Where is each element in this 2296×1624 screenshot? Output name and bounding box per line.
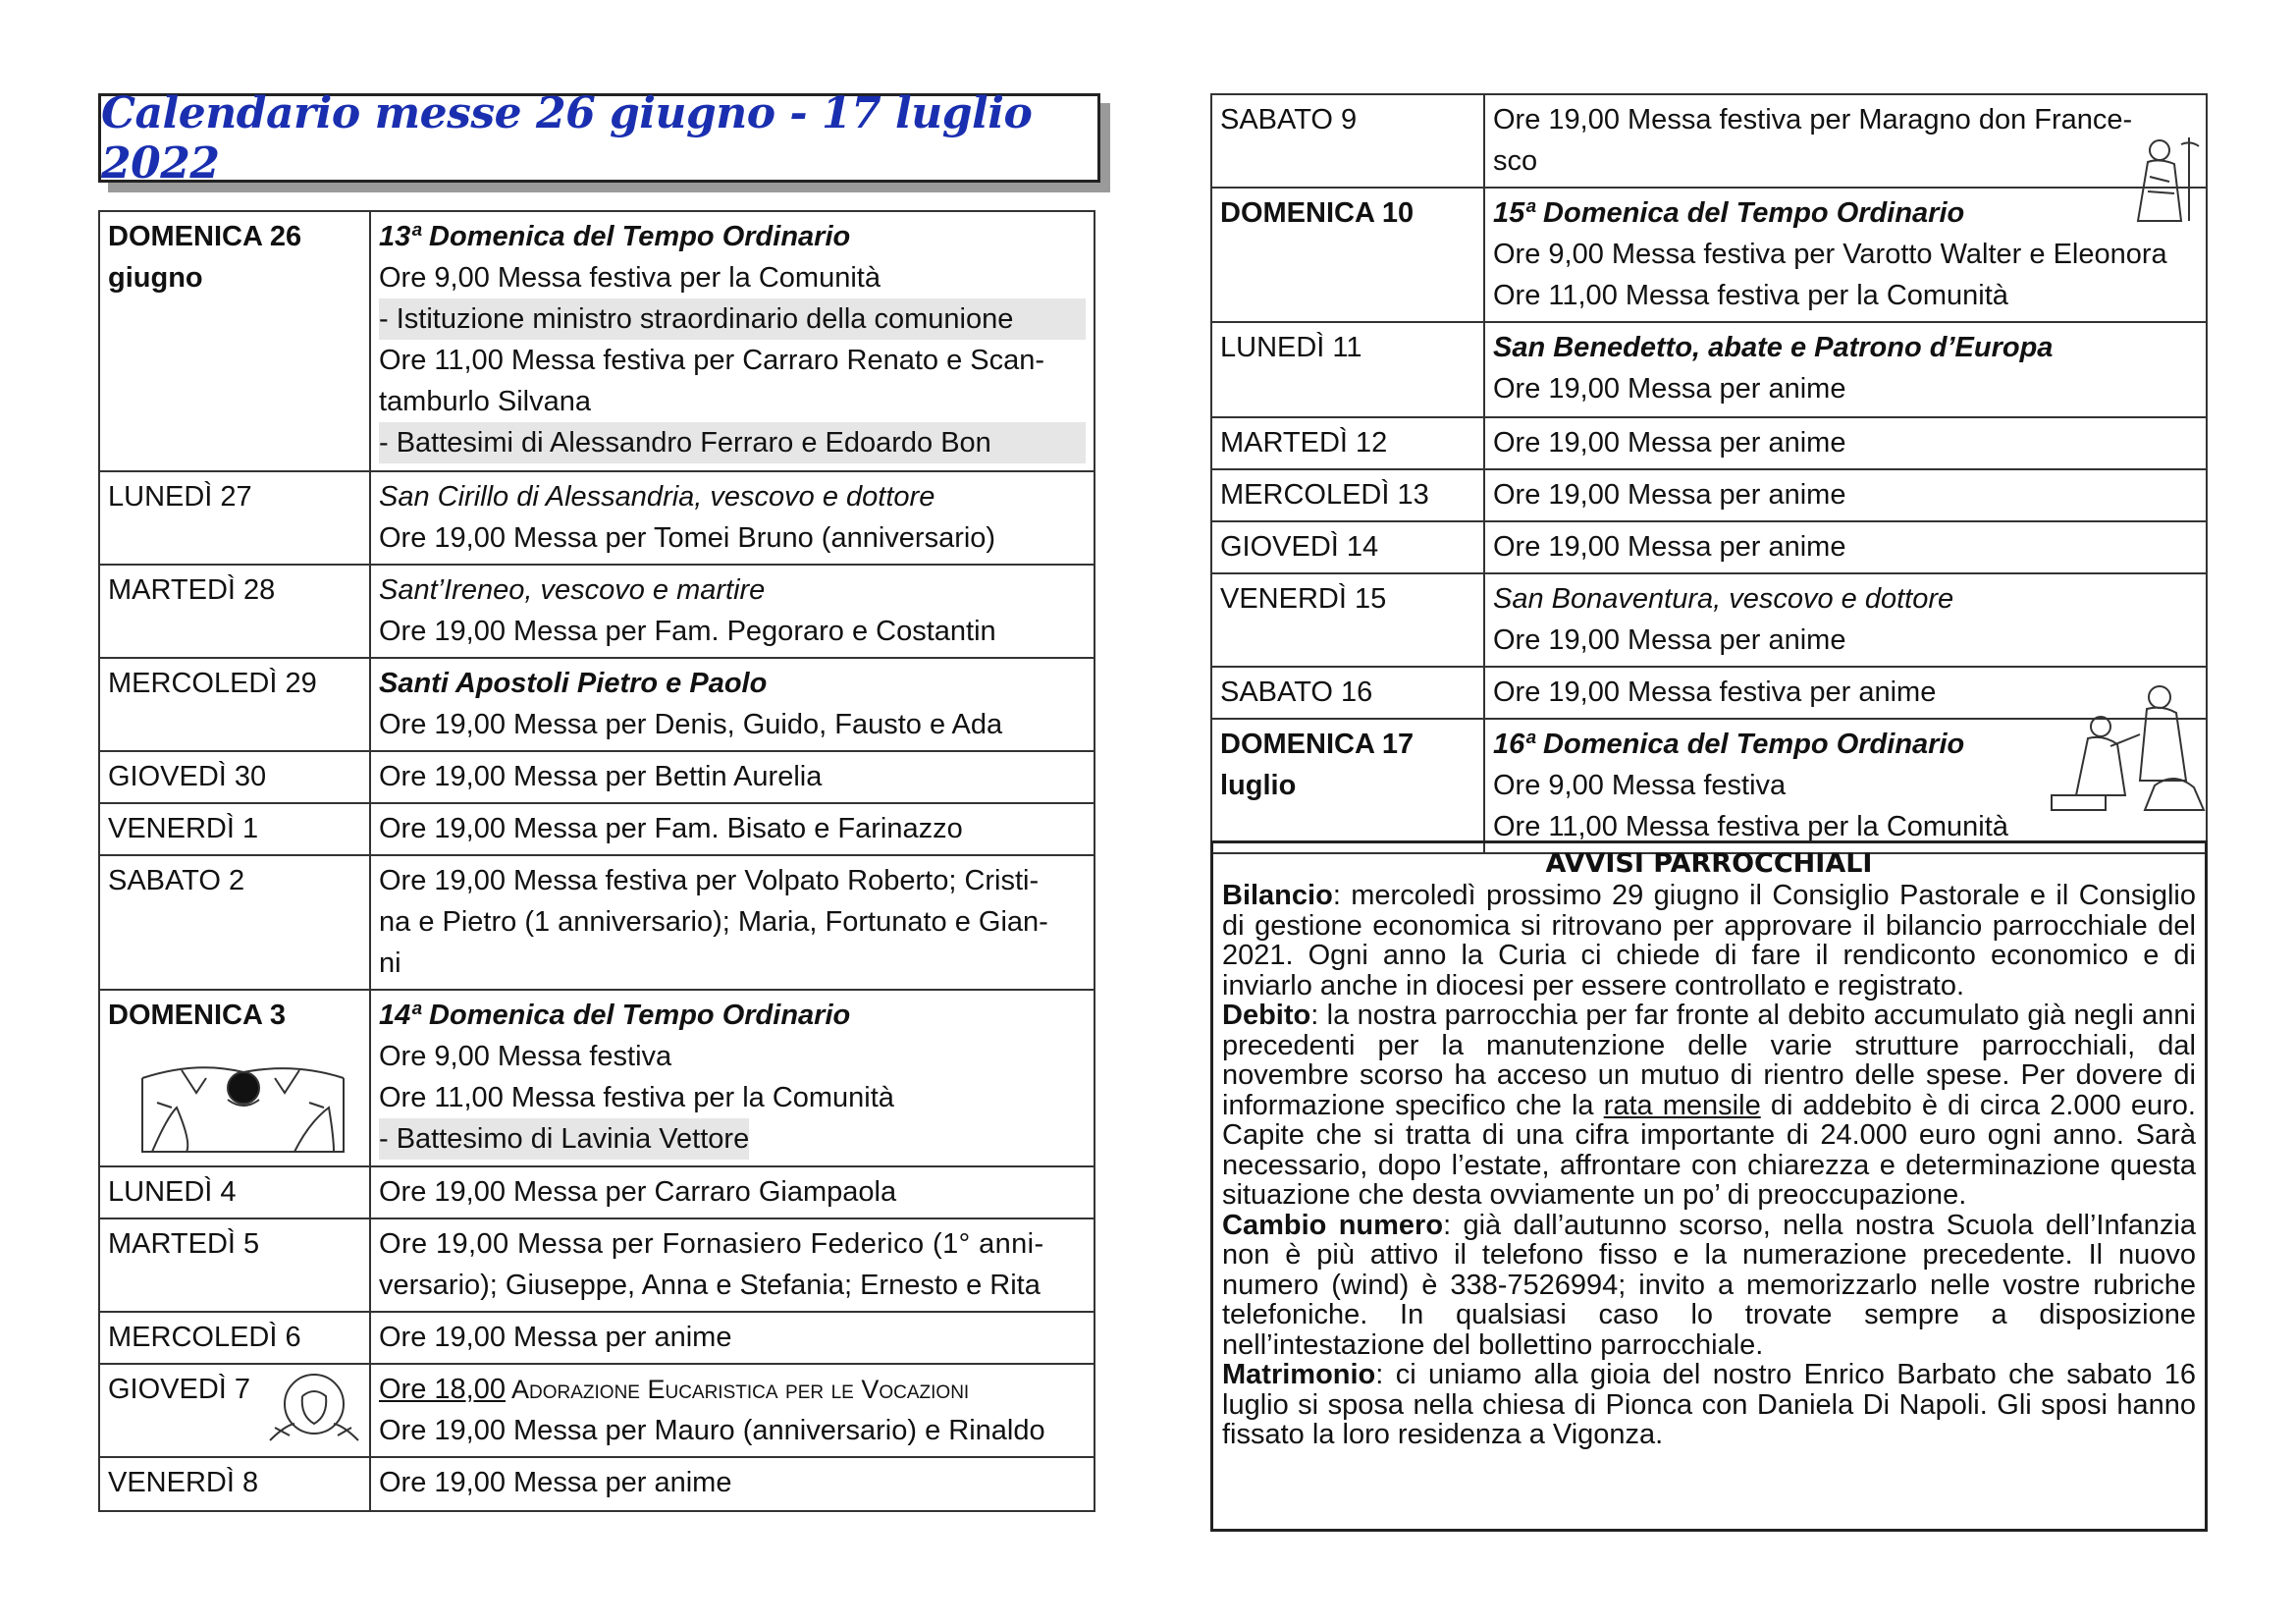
events-cell xyxy=(1484,322,2207,417)
mass-line: Ore 9,00 Messa festiva per la Comunità xyxy=(379,262,881,294)
mass-line-continued: ni xyxy=(379,947,401,979)
day-cell: MARTEDÌ 5 xyxy=(99,1218,370,1312)
mass-line: Ore 19,00 Messa per Denis, Guido, Fausto e Ada xyxy=(379,709,1003,740)
saint-line: San Cirillo di Alessandria, vescovo e dottore xyxy=(379,481,935,513)
mass-line: Ore 19,00 Messa per anime xyxy=(1493,479,1846,511)
calendar-title-box xyxy=(98,87,1100,189)
events-cell xyxy=(370,1364,1095,1457)
mass-line: Ore 19,00 Messa festiva per Volpato Roberto; Cristi- xyxy=(379,865,1040,896)
day-cell: MERCOLEDÌ 13 xyxy=(1211,469,1484,521)
saint-line: San Bonaventura, vescovo e dottore xyxy=(1493,583,1954,615)
day-cell: MERCOLEDÌ 29 xyxy=(99,658,370,751)
notice-label: Bilancio xyxy=(1222,880,1333,911)
table-row xyxy=(1211,521,2207,573)
table-row xyxy=(1211,188,2207,322)
day-cell: MERCOLEDÌ 6 xyxy=(99,1312,370,1364)
notice-text: : mercoledì prossimo 29 giugno il Consiglio Pastorale e il Consiglio di gestione economica si ritrovano per approvare il bilancio parrocchiale del 2021. Ogni anno la Curia ci chiede di fare il rendiconto economico e di inviarlo anche in diocesi per essere controllato e registrato. xyxy=(1222,880,2196,1001)
notice-text: : la nostra parrocchia per far fronte al debito accumulato già negli anni precedenti per la manutenzione delle varie strutture parrocchiali, dal novembre scorso ha acceso un mutuo di rientro delle spese. Per dovere di informazione specifico che la xyxy=(1222,1000,2196,1121)
mass-line: Ore 9,00 Messa festiva xyxy=(379,1041,672,1072)
mass-line-continued: sco xyxy=(1493,145,1538,177)
notice-debito xyxy=(1222,1001,2196,1211)
day-cell: VENERDÌ 1 xyxy=(99,803,370,855)
mass-line: Ore 11,00 Messa festiva per la Comunità xyxy=(379,1082,894,1113)
mass-line: Ore 19,00 Messa per anime xyxy=(379,1467,732,1498)
events-cell xyxy=(1484,521,2207,573)
events-cell xyxy=(1484,417,2207,469)
mass-line: Ore 11,00 Messa festiva per la Comunità xyxy=(1493,811,2008,842)
table-row xyxy=(99,1364,1095,1457)
events-cell xyxy=(370,1457,1095,1511)
day-label-month: luglio xyxy=(1220,770,1297,801)
day-cell: DOMENICA 3 xyxy=(99,990,370,1166)
event-line: - Battesimo di Lavinia Vettore xyxy=(379,1118,749,1160)
mass-line: Ore 19,00 Messa per Mauro (anniversario) e Rinaldo xyxy=(379,1415,1045,1446)
notice-cambio-numero xyxy=(1222,1211,2196,1361)
mass-line: Ore 19,00 Messa per Tomei Bruno (anniversario) xyxy=(379,522,996,554)
table-row xyxy=(99,751,1095,803)
adoration-line xyxy=(379,1369,1086,1410)
notice-label: Cambio numero xyxy=(1222,1209,1444,1241)
mass-line-continued: versario); Giuseppe, Anna e Stefania; Ernesto e Rita xyxy=(379,1270,1041,1301)
day-cell: GIOVEDÌ 30 xyxy=(99,751,370,803)
events-cell xyxy=(370,1218,1095,1312)
table-row xyxy=(1211,322,2207,417)
events-cell xyxy=(370,990,1095,1166)
mass-line: Ore 19,00 Messa per anime xyxy=(1493,531,1846,563)
events-cell xyxy=(370,1166,1095,1218)
table-row xyxy=(1211,573,2207,667)
events-cell xyxy=(370,803,1095,855)
jesus-face-illustration-icon xyxy=(265,1367,361,1445)
events-cell xyxy=(1484,94,2207,188)
mass-line: Ore 11,00 Messa festiva per Carraro Renato e Scan- xyxy=(379,345,1045,376)
notice-label: Matrimonio xyxy=(1222,1359,1376,1390)
day-cell: LUNEDÌ 27 xyxy=(99,471,370,565)
notice-underlined-text: rata mensile xyxy=(1603,1089,1761,1121)
table-row xyxy=(99,1218,1095,1312)
day-label-month: giugno xyxy=(108,262,203,294)
events-cell xyxy=(370,751,1095,803)
day-cell: LUNEDÌ 4 xyxy=(99,1166,370,1218)
mass-line: Ore 19,00 Messa per anime xyxy=(1493,624,1846,656)
mass-line: Ore 19,00 Messa per anime xyxy=(1493,373,1846,405)
event-line: - Istituzione ministro straordinario della comunione xyxy=(379,298,1086,340)
notice-text: : ci uniamo alla gioia del nostro Enrico Barbato che sabato 16 luglio si sposa nella chiesa di Pionca con Daniela Di Napoli. Gli sposi hanno fissato la loro residenza a Vigonza. xyxy=(1222,1359,2196,1450)
day-cell: VENERDÌ 15 xyxy=(1211,573,1484,667)
saint-benedict-illustration-icon xyxy=(2120,133,2209,226)
notice-text: : già dall’autunno scorso, nella nostra Scuola dell’Infanzia non è più attivo il telefono fisso e la numerazione precedente. Il nuovo numero (wind) è 338-7526994; invito a memorizzarlo nelle vostre rubriche telefoniche. In qualsiasi caso lo trovate sempre a disposizione nell’intestazione del bollettino parrocchiale. xyxy=(1222,1209,2196,1361)
day-cell: DOMENICA 10 xyxy=(1211,188,1484,322)
day-cell: SABATO 16 xyxy=(1211,667,1484,719)
table-row xyxy=(99,565,1095,658)
day-label: DOMENICA 17 xyxy=(1220,729,1415,760)
liturgy-title: Santi Apostoli Pietro e Paolo xyxy=(379,668,768,699)
page-title: Calendario messe 26 giugno - 17 luglio 2022 xyxy=(101,87,1033,189)
day-cell: SABATO 9 xyxy=(1211,94,1484,188)
liturgy-title: 15ª Domenica del Tempo Ordinario xyxy=(1493,197,1965,229)
baptism-illustration-icon xyxy=(137,1049,348,1157)
table-row xyxy=(99,1312,1095,1364)
day-cell xyxy=(99,211,370,471)
liturgy-title: 13ª Domenica del Tempo Ordinario xyxy=(379,221,851,252)
mass-line: Ore 19,00 Messa per anime xyxy=(379,1322,732,1353)
table-row xyxy=(99,1166,1095,1218)
parish-notices-box xyxy=(1210,840,2208,1532)
notice-bilancio xyxy=(1222,881,2196,1001)
notice-text: di addebito è di circa 2.000 euro. Capite che si tratta di una cifra importante di 24.000 euro ogni anno. Sarà necessario, dopo l’estate, affrontare con chiarezza e determinazione questa situazione che desta ovviamente un po’ di preoccupazione. xyxy=(1222,1089,2196,1211)
day-cell: GIOVEDÌ 7 xyxy=(99,1364,370,1457)
events-cell xyxy=(1484,573,2207,667)
day-cell: GIOVEDÌ 14 xyxy=(1211,521,1484,573)
mass-line: Ore 9,00 Messa festiva per Varotto Walter e Eleonora xyxy=(1493,239,2167,270)
liturgy-title: 16ª Domenica del Tempo Ordinario xyxy=(1493,729,1965,760)
mass-line: Ore 19,00 Messa per Fam. Bisato e Farinazzo xyxy=(379,813,963,844)
events-cell xyxy=(370,211,1095,471)
mass-line: Ore 19,00 Messa per anime xyxy=(1493,427,1846,459)
table-row xyxy=(99,1457,1095,1511)
events-cell xyxy=(370,565,1095,658)
day-cell xyxy=(1211,719,1484,853)
mass-line: Ore 9,00 Messa festiva xyxy=(1493,770,1787,801)
events-cell xyxy=(370,471,1095,565)
mass-line: Ore 19,00 Messa per Carraro Giampaola xyxy=(379,1176,897,1208)
table-row xyxy=(1211,469,2207,521)
events-cell xyxy=(1484,469,2207,521)
day-cell: LUNEDÌ 11 xyxy=(1211,322,1484,417)
notice-matrimonio xyxy=(1222,1360,2196,1450)
mass-line: Ore 19,00 Messa festiva per Maragno don France- xyxy=(1493,104,2133,135)
adoration-time: Ore 18,00 xyxy=(379,1374,506,1405)
day-label: DOMENICA 26 xyxy=(108,221,302,252)
table-row xyxy=(99,211,1095,471)
events-cell xyxy=(370,855,1095,990)
event-line: - Battesimi di Alessandro Ferraro e Edoardo Bon xyxy=(379,422,1086,463)
day-cell: SABATO 2 xyxy=(99,855,370,990)
saint-line: Sant’Ireneo, vescovo e martire xyxy=(379,574,766,606)
table-row xyxy=(1211,417,2207,469)
table-row xyxy=(99,855,1095,990)
liturgy-title: 14ª Domenica del Tempo Ordinario xyxy=(379,1000,851,1031)
table-row xyxy=(99,471,1095,565)
table-row xyxy=(1211,94,2207,188)
table-row xyxy=(99,658,1095,751)
mass-line-continued: tamburlo Silvana xyxy=(379,386,591,417)
notices-heading: AVVISI PARROCCHIALI xyxy=(1545,848,1873,879)
notice-label: Debito xyxy=(1222,1000,1311,1031)
adoration-text: Adorazione Eucaristica per le Vocazioni xyxy=(505,1375,970,1404)
mass-line: Ore 11,00 Messa festiva per la Comunità xyxy=(1493,280,2008,311)
table-row xyxy=(99,803,1095,855)
day-cell: MARTEDÌ 28 xyxy=(99,565,370,658)
gospel-scene-illustration-icon xyxy=(2047,677,2209,815)
day-cell: MARTEDÌ 12 xyxy=(1211,417,1484,469)
mass-line-continued: na e Pietro (1 anniversario); Maria, Fortunato e Gian- xyxy=(379,906,1048,938)
events-cell xyxy=(1484,188,2207,322)
mass-line: Ore 19,00 Messa per Bettin Aurelia xyxy=(379,761,823,792)
left-calendar-table xyxy=(98,210,1095,1512)
mass-line: Ore 19,00 Messa festiva per anime xyxy=(1493,677,1937,708)
day-cell: VENERDÌ 8 xyxy=(99,1457,370,1511)
events-cell xyxy=(370,1312,1095,1364)
events-cell xyxy=(370,658,1095,751)
mass-line: Ore 19,00 Messa per Fam. Pegoraro e Costantin xyxy=(379,616,996,647)
mass-line: Ore 19,00 Messa per Fornasiero Federico (1° anni- xyxy=(379,1228,1044,1260)
liturgy-title: San Benedetto, abate e Patrono d’Europa xyxy=(1493,332,2054,363)
